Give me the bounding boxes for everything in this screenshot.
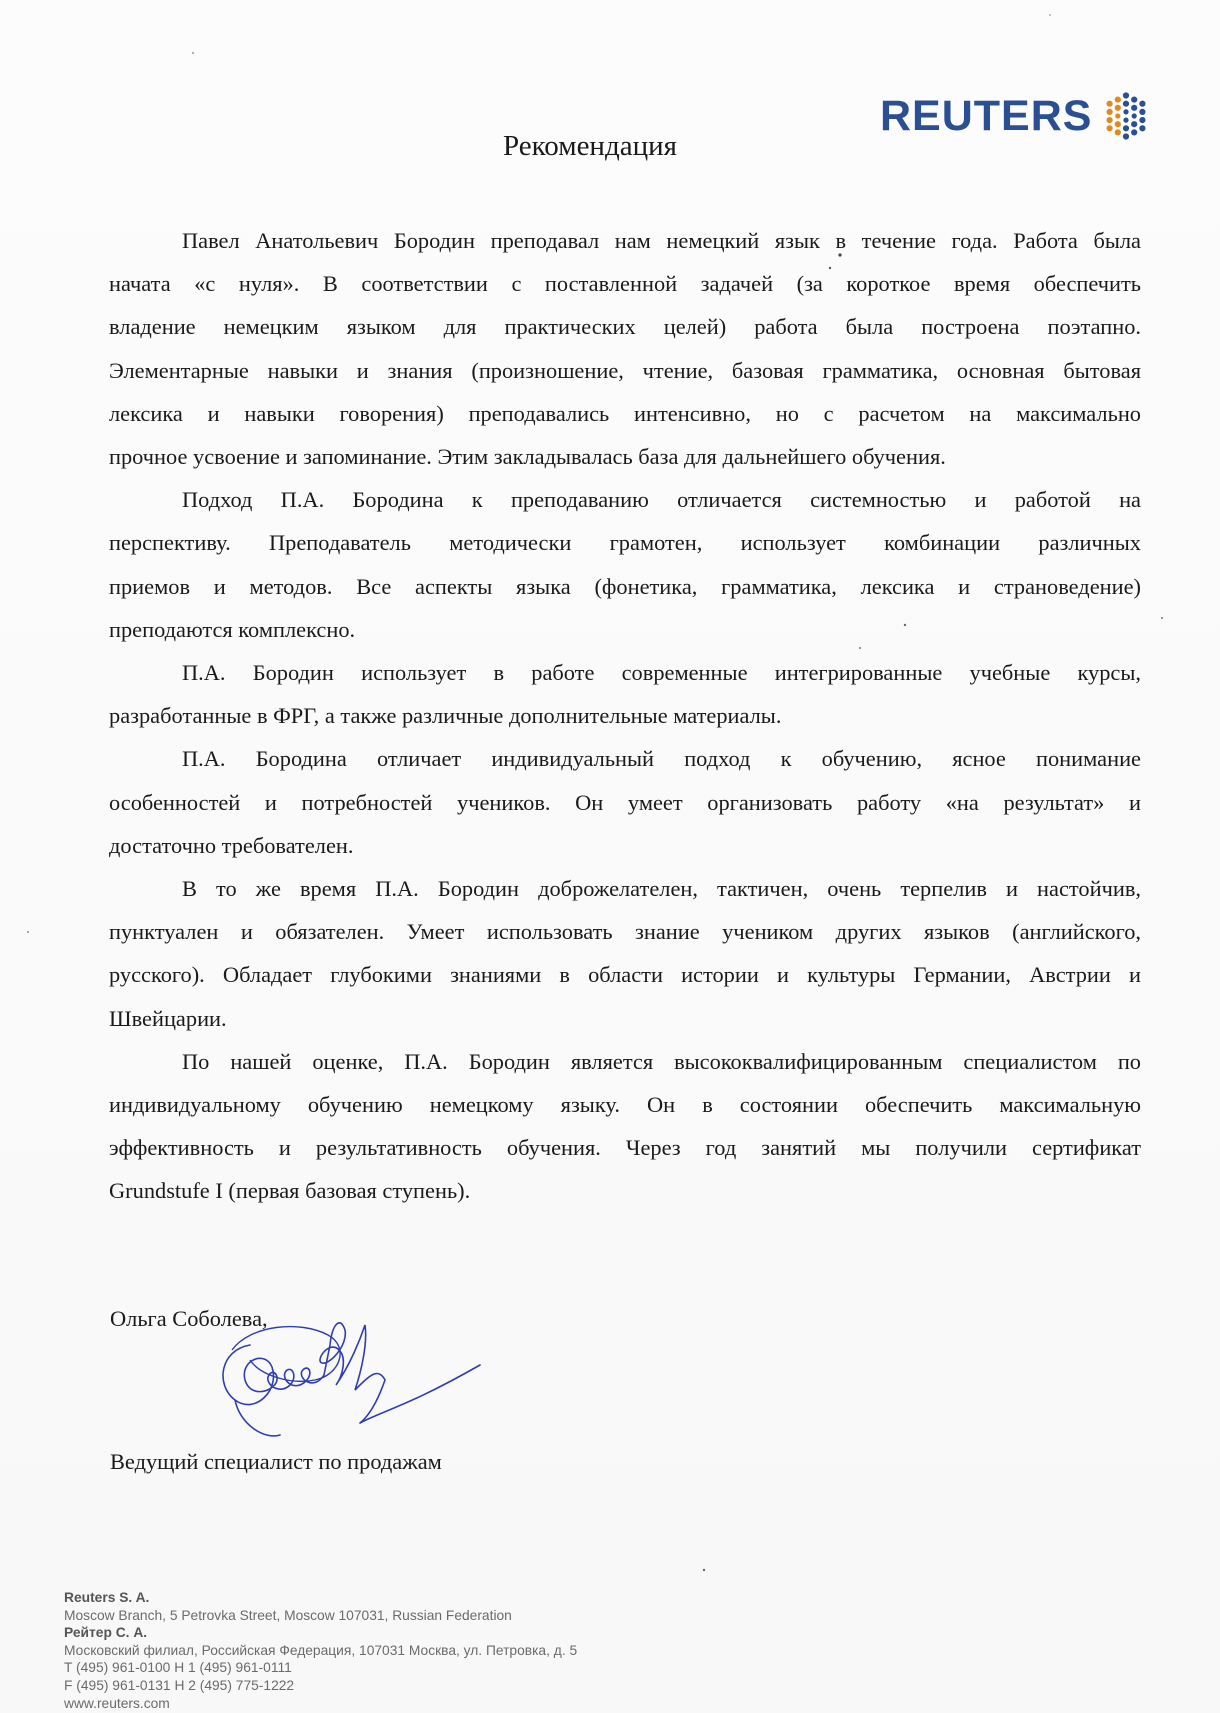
logo-dot xyxy=(1132,113,1137,118)
speck xyxy=(703,1569,705,1571)
speck xyxy=(192,52,194,54)
logo-dot xyxy=(1115,105,1121,111)
paragraph-line: начата «с нуля». В соответствии с поставленной задачей (за короткое время обеспечить xyxy=(109,271,1141,297)
paragraph-line: лексика и навыки говорения) преподавались интенсивно, но с расчетом на максимально xyxy=(109,400,1141,426)
paragraph-line: эффективность и результативность обучения. Через год занятий мы получили сертификат xyxy=(109,1135,1141,1161)
logo-dot xyxy=(1124,109,1129,114)
website-link[interactable]: www.reuters.com xyxy=(64,1695,170,1711)
logo-dot xyxy=(1132,97,1138,103)
page-title: Рекомендация xyxy=(503,130,677,162)
logo-dot xyxy=(1132,105,1138,111)
paragraph xyxy=(109,219,1141,478)
paragraph-line: П.А. Бородина отличает индивидуальный подход к обучению, ясное понимание xyxy=(182,746,1141,772)
logo-dot xyxy=(1116,113,1121,118)
paragraph-line: Швейцарии. xyxy=(109,1005,227,1031)
logo-dot xyxy=(1107,101,1113,107)
paragraph xyxy=(109,737,1141,867)
paragraph xyxy=(109,1040,1141,1213)
logo-dot xyxy=(1107,117,1113,123)
paragraph-line: прочное усвоение и запоминание. Этим закладывалась база для дальнейшего обучения. xyxy=(109,444,946,470)
paragraph-line: русского). Обладает глубокими знаниями в области истории и культуры Германии, Австрии и xyxy=(109,962,1141,988)
fax-line: F (495) 961-0131 H 2 (495) 775-1222 xyxy=(64,1677,295,1693)
address-en: Moscow Branch, 5 Petrovka Street, Moscow 107031, Russian Federation xyxy=(64,1607,512,1623)
speck xyxy=(1161,617,1163,619)
logo-dot xyxy=(1140,109,1146,115)
logo-dot xyxy=(1107,109,1113,115)
logo-dot xyxy=(1140,117,1146,123)
signer-name: Ольга Соболева, xyxy=(110,1306,268,1331)
paragraph-line: перспективу. Преподаватель методически грамотен, использует комбинации различных xyxy=(109,530,1141,556)
letter-body xyxy=(109,219,1141,1213)
paragraph-line: Подход П.А. Бородина к преподаванию отличается системностью и работой на xyxy=(182,487,1141,513)
logo-dot xyxy=(1115,97,1121,103)
speck xyxy=(1049,14,1051,16)
logo-wordmark: REUTERS xyxy=(880,92,1093,140)
paragraph-line: разработанные в ФРГ, а также различные дополнительные материалы. xyxy=(109,703,782,729)
paragraph-line: Grundstufe I (первая базовая ступень). xyxy=(109,1178,471,1204)
paragraph-line: По нашей оценке, П.А. Бородин является высококвалифицированным специалистом по xyxy=(182,1048,1141,1074)
paragraph-line: Элементарные навыки и знания (произношение, чтение, базовая грамматика, основная бытовая xyxy=(109,357,1141,383)
signature-stroke xyxy=(223,1323,480,1436)
logo-dot xyxy=(1140,101,1146,107)
paragraph-line: достаточно требователен. xyxy=(109,832,354,858)
handwritten-signature xyxy=(210,1305,510,1455)
paragraph xyxy=(109,651,1141,737)
paragraph-line: преподаются комплексно. xyxy=(109,616,356,642)
paragraph-line: владение немецким языком для практических целей) работа была построена поэтапно. xyxy=(109,314,1141,340)
logo-dot xyxy=(1123,92,1129,98)
paragraph-line: индивидуальному обучению немецкому языку. Он в состоянии обеспечить максимальную xyxy=(109,1092,1141,1118)
address-ru: Московский филиал, Российская Федерация, 107031 Москва, ул. Петровка, д. 5 xyxy=(64,1642,578,1658)
signer-position: Ведущий специалист по продажам xyxy=(110,1449,442,1474)
paragraph xyxy=(109,867,1141,1040)
paragraph-line: В то же время П.А. Бородин доброжелателен, тактичен, очень терпелив и настойчив, xyxy=(182,876,1141,902)
company-name-ru: Рейтер С. А. xyxy=(64,1625,148,1641)
phone-line: T (495) 961-0100 H 1 (495) 961-0111 xyxy=(64,1660,292,1676)
letterhead-footer xyxy=(64,1589,577,1712)
paragraph-line: П.А. Бородин использует в работе современные интегрированные учебные курсы, xyxy=(182,660,1141,686)
logo-dot xyxy=(1124,118,1129,123)
paragraph xyxy=(109,478,1141,651)
logo-dot xyxy=(1123,101,1129,107)
company-name-en: Reuters S. A. xyxy=(64,1590,150,1605)
paragraph-line: Павел Анатольевич Бородин преподавал нам немецкий язык в течение года. Работа была xyxy=(182,228,1141,253)
paragraph-line: пунктуален и обязателен. Умеет использовать знание учеником других языков (английского, xyxy=(109,919,1141,945)
paragraph-line: приемов и методов. Все аспекты языка (фонетика, грамматика, лексика и страноведение) xyxy=(109,573,1141,599)
paragraph-line: особенностей и потребностей учеников. Он умеет организовать работу «на результат» и xyxy=(109,789,1141,815)
speck xyxy=(27,931,29,933)
